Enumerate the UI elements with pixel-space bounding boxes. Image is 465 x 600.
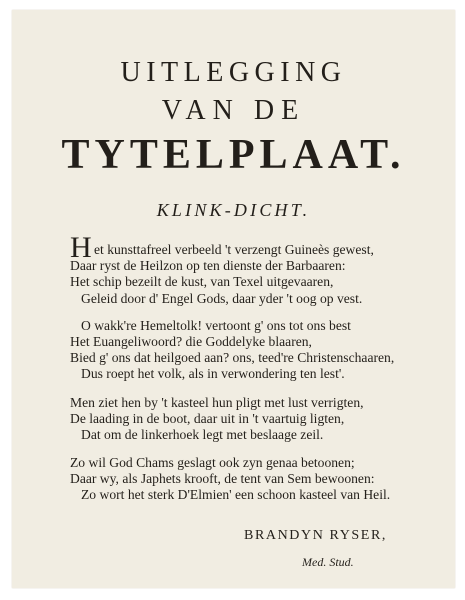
poem-line: O wakk're Hemeltolk! vertoont g' ons tot ons best (81, 317, 351, 333)
poem (70, 231, 450, 504)
poem-line: Men ziet hen by 't kasteel hun pligt met lust verrigten, (70, 394, 364, 410)
document-page (12, 10, 455, 588)
stanza-gap (70, 443, 450, 455)
stanza-gap (70, 307, 450, 318)
title-line-1: UITLEGGING (120, 57, 347, 88)
poem-line: De laading in de boot, daar uit in 't vaartuig ligten, (70, 410, 345, 426)
poem-line: Het Euangeliwoord? die Goddelyke blaaren, (70, 333, 312, 349)
poem-line: Geleid door d' Engel Gods, daar yder 't oog op vest. (81, 290, 363, 306)
poem-line: Zo wil God Chams geslagt ook zyn genaa betoonen; (70, 455, 355, 471)
stanza-3 (70, 395, 450, 444)
poem-line (70, 231, 450, 264)
poem-line: Zo wort het sterk D'Elmien' een schoon kasteel van Heil. (81, 487, 391, 503)
stanza-2 (70, 318, 450, 383)
poem-line: Het schip bezeilt de kust, van Texel uitgevaaren, (70, 274, 334, 290)
title-line-3: TYTELPLAAT. (61, 132, 406, 178)
author-title: Med. Stud. (302, 555, 354, 569)
stanza-gap (70, 383, 450, 395)
drop-cap: H (70, 231, 92, 264)
poem-line: Dat om de linkerhoek legt met beslaage zeil. (81, 426, 324, 442)
poem-line: Bied g' ons dat heilgoed aan? ons, teed're Christenschaaren, (70, 350, 395, 366)
subtitle: KLINK-DICHT. (156, 200, 311, 220)
poem-line: Dus roept het volk, als in verwondering ten lest'. (81, 366, 345, 382)
poem-line: Daar ryst de Heilzon op ten dienste der Barbaaren: (70, 258, 346, 274)
first-line-text: et kunsttafreel verbeeld 't verzengt Guineès gewest, (94, 242, 374, 257)
title-line-2: VAN DE (161, 95, 306, 126)
author-name: BRANDYN RYSER, (244, 528, 387, 543)
stanza-1 (70, 231, 450, 307)
stanza-4 (70, 455, 450, 504)
poem-line: Daar wy, als Japhets krooft, de tent van Sem bewoonen: (70, 471, 375, 487)
